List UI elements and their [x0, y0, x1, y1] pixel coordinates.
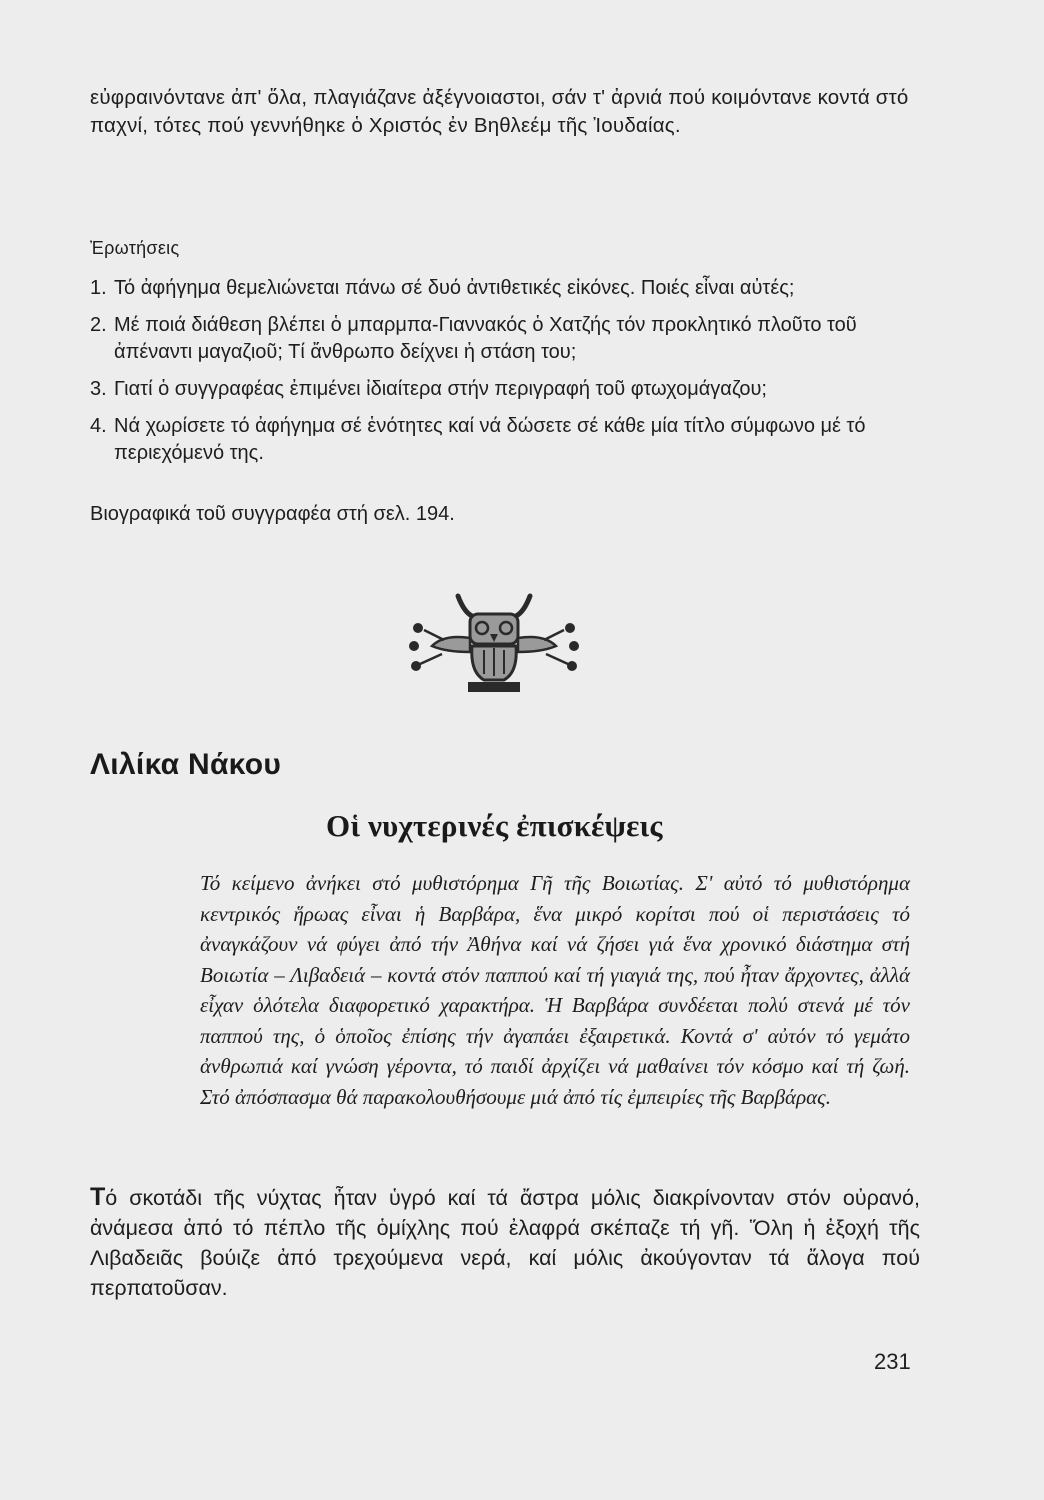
question-number: 3.	[90, 378, 107, 400]
question-item	[90, 376, 920, 403]
story-introduction: Τό κείμενο ἀνήκει στό μυθιστόρημα Γῆ τῆς Βοιωτίας. Σ' αὐτό τό μυθιστόρημα κεντρικός ἥρωας εἶναι ἡ Βαρβάρα, ἕνα μικρό κορίτσι πού οἱ περιστάσεις τό ἀναγκάζουν νά φύγει ἀπό τήν Ἀθήνα καί νά ζήσει γιά ἕνα χρονικό διάστημα στή Βοιωτία – Λιβαδειά – κοντά στόν παππού καί τή γιαγιά της, πού ἦταν ἄρχοντες, ἀλλά εἶχαν ὁλότελα διαφορετικό χαρακτήρα. Ἡ Βαρβάρα συνδέεται πολύ στενά μέ τόν παππού της, ὁ ὁποῖος ἐπίσης τήν ἀγαπάει ἐξαιρετικά. Κοντά σ' αὐτόν τό γεμάτο ἀνθρωπιά καί γνώση γέροντα, τό παιδί ἀρχίζει νά μαθαίνει τόν κόσμο καί τή ζωή. Στό ἀπόσπασμα θά παρακολουθήσουμε μιά ἀπό τίς ἐμπειρίες τῆς Βαρβάρας.	[200, 871, 910, 1109]
question-text: Μέ ποιά διάθεση βλέπει ὁ μπαρμπα-Γιαννακός ὁ Χατζής τόν προκλητικό πλοῦτο τοῦ ἀπέναντι μαγαζιοῦ; Τί ἄνθρωπο δείχνει ἡ στάση του;	[114, 314, 857, 363]
drop-cap: Τ	[90, 1183, 106, 1211]
question-number: 2.	[90, 314, 107, 336]
bio-reference: Βιογραφικά τοῦ συγγραφέα στή σελ. 194.	[90, 503, 455, 525]
question-item	[90, 413, 920, 467]
story-text	[90, 1182, 920, 1303]
intro-paragraph: εὐφραινόντανε ἀπ' ὅλα, πλαγιάζανε ἀξέγνοιαστοι, σάν τ' ἀρνιά πού κοιμόντανε κοντά στό παχνί, τότες πού γεννήθηκε ὁ Χριστός ἐν Βηθλεέμ τῆς Ἰουδαίας.	[90, 86, 909, 137]
story-text-body: ό σκοτάδι τῆς νύχτας ἦταν ὑγρό καί τά ἄστρα μόλις διακρίνονταν στόν οὐρανό, ἀνάμεσα ἀπό τό πέπλο τῆς ὁμίχλης πού ἐλαφρά σκέπαζε τή γῆ. Ὅλη ἡ ἐξοχή τῆς Λιβαδειᾶς βούιζε ἀπό τρεχούμενα νερά, καί μόλις ἀκούγονταν τά ἄλογα πού περπατοῦσαν.	[90, 1186, 920, 1300]
page-number: 231	[874, 1349, 911, 1374]
questions-heading: Ἐρωτήσεις	[90, 238, 180, 258]
question-text: Νά χωρίσετε τό ἀφήγημα σέ ἑνότητες καί νά δώσετε σέ κάθε μία τίτλο σύμφωνο μέ τό περιεχόμενό της.	[114, 415, 866, 464]
question-text: Τό ἀφήγημα θεμελιώνεται πάνω σέ δυό ἀντιθετικές εἰκόνες. Ποιές εἶναι αὐτές;	[114, 277, 795, 299]
question-item	[90, 275, 920, 302]
story-title: Οἱ νυχτερινές ἐπισκέψεις	[326, 808, 663, 843]
question-text: Γιατί ὁ συγγραφέας ἐπιμένει ἰδιαίτερα στήν περιγραφή τοῦ φτωχομάγαζου;	[114, 378, 767, 400]
author-name: Λιλίκα Νάκου	[90, 748, 282, 781]
folk-owl-ornament-icon	[384, 590, 604, 702]
questions-list	[90, 275, 920, 477]
question-item	[90, 312, 920, 366]
question-number: 4.	[90, 415, 107, 437]
question-number: 1.	[90, 277, 107, 299]
